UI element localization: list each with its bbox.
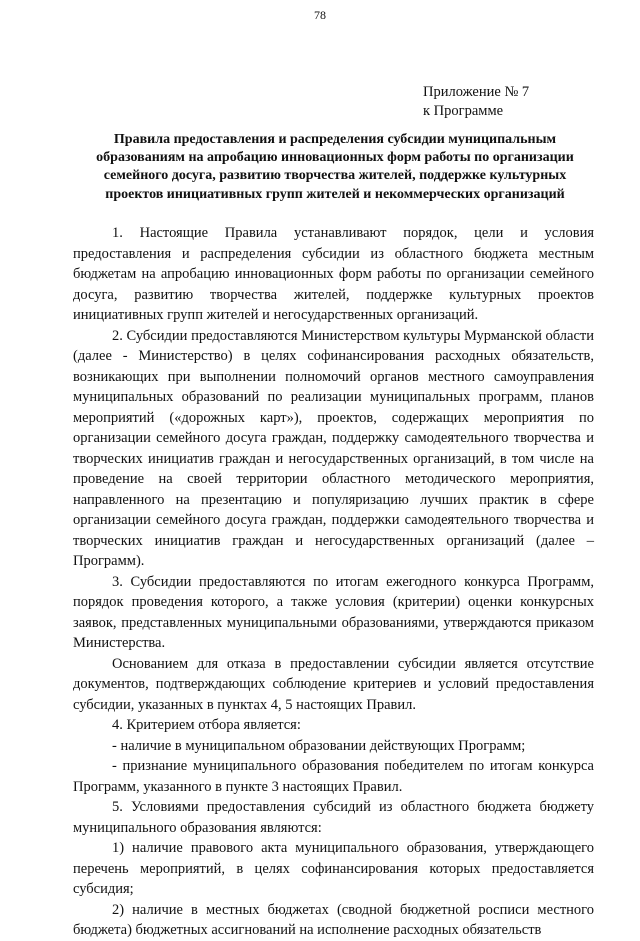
paragraph-refusal-grounds: Основанием для отказа в предоставлении субсидии является отсутствие документов, подтверждающих соблюдение критериев и условий предоставления субсидии, указанных в пунктах 4, 5 настоящих Правил. xyxy=(73,655,594,713)
title-line: Правила предоставления и распределения субсидии муниципальным xyxy=(113,132,557,147)
paragraph-4: 4. Критерием отбора является: xyxy=(112,717,301,733)
page-number: 78 xyxy=(314,8,326,22)
appendix-header xyxy=(423,83,529,121)
condition-item: 2) наличие в местных бюджетах (сводной бюджетной росписи местного бюджета) бюджетных ассигнований на исполнение расходных обязательств xyxy=(73,901,594,938)
condition-item: 1) наличие правового акта муниципального образования, утверждающего перечень мероприятий, в целях софинансирования которых предоставляется субсидия; xyxy=(73,840,594,897)
appendix-program: к Программе xyxy=(423,103,504,119)
paragraph-3: 3. Субсидии предоставляются по итогам ежегодного конкурса Программ, порядок проведения которого, а также условия (критерии) оценки конкурсных заявок, представленных муниципальными образованиями, утверждаются приказом Министерства. xyxy=(73,573,594,651)
appendix-number: Приложение № 7 xyxy=(423,84,530,100)
document-title xyxy=(70,131,600,204)
document-body xyxy=(73,223,594,941)
paragraph-1: 1. Настоящие Правила устанавливают порядок, цели и условия предоставления и распределения субсидии из областного бюджета местным бюджетам на апробацию инновационных форм работы по организации семейного досуга, развитию творчества жителей, поддержке культурных проектов инициативных групп жителей и негосударственных организаций. xyxy=(73,225,594,323)
paragraph-5: 5. Условиями предоставления субсидий из областного бюджета бюджету муниципального образования являются: xyxy=(73,799,594,836)
paragraph-2: 2. Субсидии предоставляются Министерством культуры Мурманской области (далее - Министерство) в целях софинансирования расходных обязательств, возникающих при выполнении полномочий органов местного самоуправления муниципальных образований по реализации муниципальных программ, планов мероприятий («дорожных карт»), проектов, содержащих мероприятия по организации семейного досуга граждан, поддержку самодеятельного творчества и творческих инициатив граждан и негосударственных организаций, в том числе на проведение на своей территории областного методического мероприятия, направленного на презентацию и популяризацию лучших практик в сфере организации семейного досуга граждан, поддержки самодеятельного творчества и творческих инициатив граждан и негосударственных организаций (далее – Программ). xyxy=(73,327,594,569)
title-line: образованиям на апробацию инновационных форм работы по организации xyxy=(96,150,574,166)
criterion-item: - наличие в муниципальном образовании действующих Программ; xyxy=(112,737,526,754)
title-line: проектов инициативных групп жителей и некоммерческих организаций xyxy=(105,186,565,202)
criterion-item: - признание муниципального образования победителем по итогам конкурса Программ, указанного в пункте 3 настоящих Правил. xyxy=(73,758,594,795)
title-line: семейного досуга, развитию творчества жителей, поддержке культурных xyxy=(103,168,567,184)
